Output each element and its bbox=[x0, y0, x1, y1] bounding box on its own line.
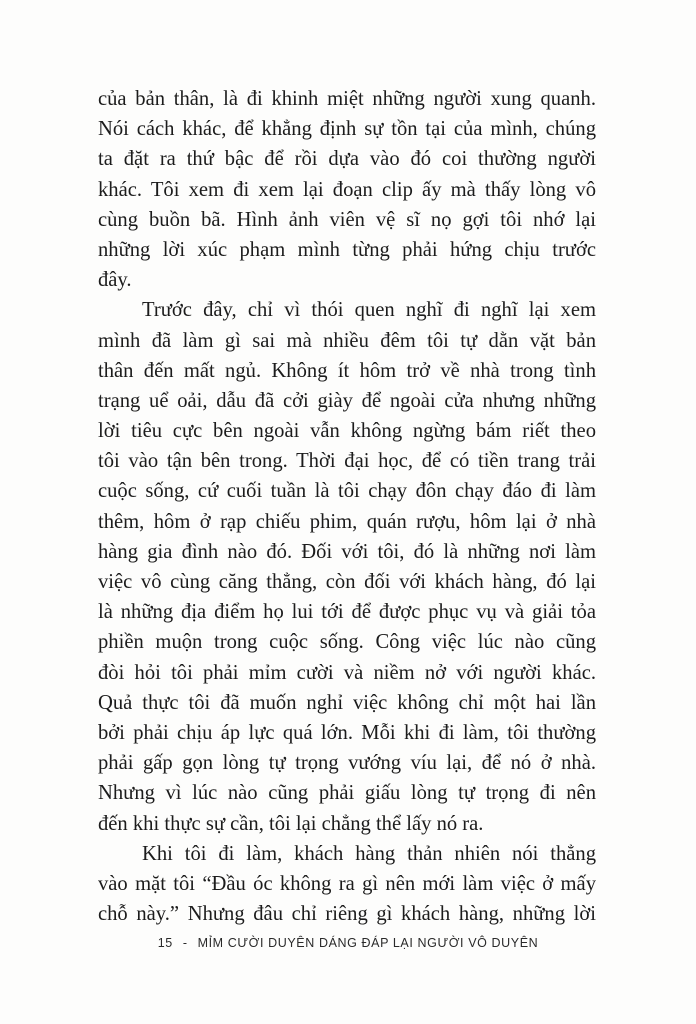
text-line: mình đã làm gì sai mà nhiều đêm tôi tự dằn vặt bản bbox=[98, 329, 596, 352]
text-line: cuộc sống, cứ cuối tuần là tôi chạy đôn chạy đáo đi làm bbox=[98, 480, 596, 503]
text-line: tôi vào tận bên trong. Thời đại học, để có tiền trang trải bbox=[98, 450, 596, 473]
text-line: đây. bbox=[98, 269, 132, 292]
text-line: cùng buồn bã. Hình ảnh viên vệ sĩ nọ gợi tôi nhớ lại bbox=[98, 208, 596, 231]
text-line: thân đến mất ngủ. Không ít hôm trở về nhà trong tình bbox=[98, 359, 596, 382]
text-line: đòi hỏi tôi phải mỉm cười và niềm nở với người khác. bbox=[98, 661, 596, 684]
text-line: chỗ này.” Nhưng đâu chỉ riêng gì khách hàng, những lời bbox=[98, 903, 596, 926]
text-line: lời tiêu cực bên ngoài vẫn không ngừng bám riết theo bbox=[98, 420, 596, 443]
page-footer bbox=[0, 936, 696, 950]
text-line: đến khi thực sự cần, tôi lại chẳng thể lấy nó ra. bbox=[98, 812, 484, 835]
text-line: bởi phải chịu áp lực quá lớn. Mỗi khi đi làm, tôi thường bbox=[98, 721, 596, 744]
text-line: những lời xúc phạm mình từng phải hứng chịu trước bbox=[98, 238, 596, 261]
text-line: Khi tôi đi làm, khách hàng thản nhiên nói thẳng bbox=[142, 842, 596, 865]
text-line: Quả thực tôi đã muốn nghỉ việc không chỉ một hai lần bbox=[98, 691, 596, 714]
text-line: của bản thân, là đi khinh miệt những người xung quanh. bbox=[98, 88, 596, 110]
text-line: vào mặt tôi “Đầu óc không ra gì nên mới làm việc ở mấy bbox=[98, 872, 596, 895]
text-line: phiền muộn trong cuộc sống. Công việc lúc nào cũng bbox=[98, 631, 596, 654]
text-line: Trước đây, chỉ vì thói quen nghĩ đi nghĩ lại xem bbox=[142, 299, 596, 322]
text-line: việc vô cùng căng thẳng, còn đối với khách hàng, đó lại bbox=[98, 571, 596, 593]
text-line: phải gấp gọn lòng tự trọng vướng víu lại, để nó ở nhà. bbox=[98, 752, 596, 775]
text-line: ta đặt ra thứ bậc để rồi dựa vào đó coi thường người bbox=[98, 148, 596, 171]
body-text bbox=[98, 84, 596, 929]
text-line: trạng uể oải, dẫu đã cởi giày để ngoài cửa nhưng những bbox=[98, 389, 596, 412]
text-line: Nhưng vì lúc nào cũng phải giấu lòng tự trọng đi nên bbox=[98, 782, 596, 805]
footer-separator: - bbox=[182, 936, 188, 950]
text-line: Nói cách khác, để khẳng định sự tồn tại của mình, chúng bbox=[98, 118, 596, 141]
text-line: hàng gia đình nào đó. Đối với tôi, đó là những nơi làm bbox=[98, 540, 596, 563]
text-line: khác. Tôi xem đi xem lại đoạn clip ấy mà thấy lòng vô bbox=[98, 178, 596, 201]
text-line: thêm, hôm ở rạp chiếu phim, quán rượu, hôm lại ở nhà bbox=[98, 510, 596, 533]
running-title: MỈM CƯỜI DUYÊN DÁNG ĐÁP LẠI NGƯỜI VÔ DUYÊN bbox=[197, 936, 539, 950]
text-line: là những địa điểm họ lui tới để được phục vụ và giải tỏa bbox=[98, 601, 596, 624]
page-number: 15 bbox=[157, 936, 173, 950]
